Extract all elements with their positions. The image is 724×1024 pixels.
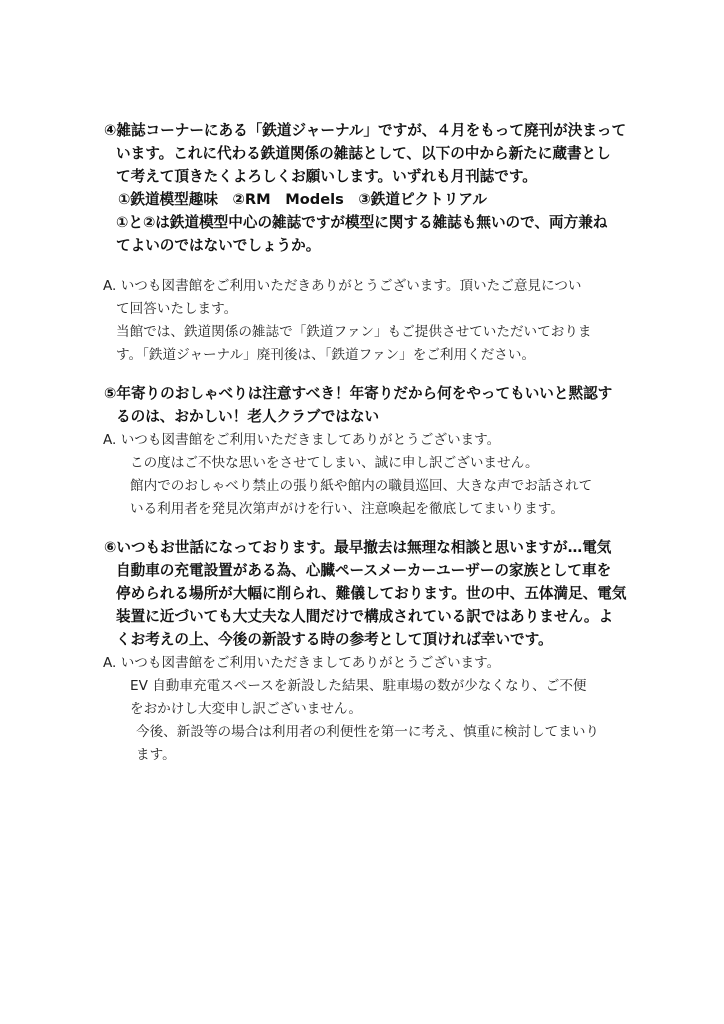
a4-line-2: て回答いたします。: [116, 301, 238, 317]
a6-line-1: A. いつも図書館をご利用いただきましてありがとうございます。: [103, 655, 501, 671]
a5-line-2: この度はご不快な思いをさせてしまい、誠に申し訳ございません。: [130, 455, 539, 471]
q4-line-6: てよいのではないでしょうか。: [116, 237, 321, 254]
q4-line-4: ①鉄道模型趣味 ②RM Models ③鉄道ピクトリアル: [118, 191, 487, 208]
q6-line-3: 停められる場所が大幅に削られ、難儀しております。世の中、五体満足、電気: [116, 585, 627, 602]
q5-line-1: ⑤年寄りのおしゃべりは注意すべき！年寄りだから何をやってもいいと黙認す: [104, 385, 613, 402]
a4-line-4: す。「鉄道ジャーナル」廃刊後は、「鉄道ファン」をご利用ください。: [116, 347, 536, 363]
q6-line-2: 自動車の充電設置がある為、心臓ペースメーカーユーザーの家族として車を: [116, 562, 612, 579]
a6-line-2: EV 自動車充電スペースを新設した結果、駐車場の数が少なくなり、ご不便: [130, 678, 587, 694]
q4-line-1: ④雑誌コーナーにある「鉄道ジャーナル」ですが、４月をもって廃刊が決まって: [104, 122, 627, 139]
q5-line-2: るのは、おかしい！老人クラブではない: [116, 408, 380, 425]
q4-line-5: ①と②は鉄道模型中心の雑誌ですが模型に関する雑誌も無いので、両方兼ね: [116, 214, 608, 231]
q6-line-4: 装置に近づいても大丈夫な人間だけで構成されている訳ではありません。よ: [116, 608, 614, 625]
q6-line-5: くお考えの上、今後の新設する時の参考として頂ければ幸いです。: [116, 631, 553, 648]
a4-line-3: 当館では、鉄道関係の雑誌で「鉄道ファン」もご提供させていただいておりま: [116, 324, 592, 340]
a6-line-4: 今後、新設等の場合は利用者の利便性を第一に考え、慎重に検討してまいり: [136, 724, 600, 740]
a5-line-3: 館内でのおしゃべり禁止の張り紙や館内の職員巡回、大きな声でお話されて: [130, 478, 593, 494]
a6-line-3: をおかけし大変申し訳ございません。: [130, 701, 362, 717]
q4-line-2: います。これに代わる鉄道関係の雑誌として、以下の中から新たに蔵書とし: [116, 145, 611, 162]
a5-line-4: いる利用者を発見次第声がけを行い、注意喚起を徹底してまいります。: [130, 501, 564, 517]
q4-line-3: て考えて頂きたくよろしくお願いします。いずれも月刊誌です。: [116, 168, 537, 185]
q6-line-1: ⑥いつもお世話になっております。最早撤去は無理な相談と思いますが…電気: [104, 539, 612, 556]
a5-line-1: A. いつも図書館をご利用いただきましてありがとうございます。: [103, 432, 501, 448]
a4-line-1: A. いつも図書館をご利用いただきありがとうございます。頂いたご意見につい: [103, 278, 582, 294]
a6-line-5: ます。: [136, 747, 176, 763]
